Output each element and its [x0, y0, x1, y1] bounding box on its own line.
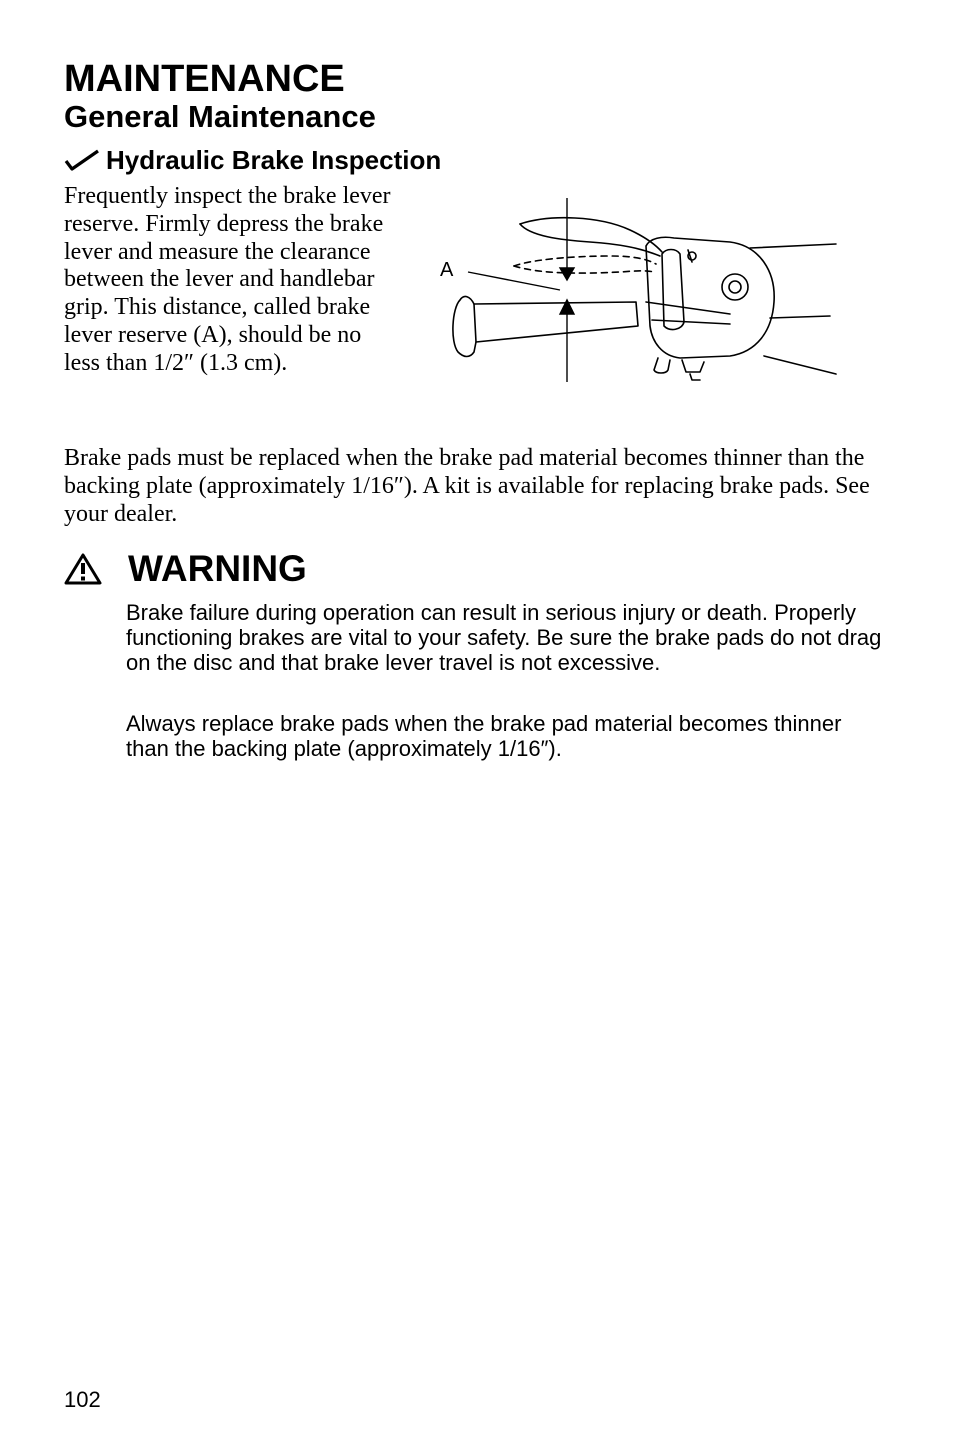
brake-lever-diagram — [430, 192, 850, 388]
page-number: 102 — [64, 1387, 101, 1412]
warning-paragraph-1: Brake failure during operation can result in serious injury or death. Properly functioning brakes are vital to your safety. Be sure the brake pads do not drag on the disc and that brake lever travel is not excessive. — [126, 600, 882, 676]
warning-heading: WARNING — [128, 548, 307, 589]
page-subtitle: General Maintenance — [64, 99, 376, 134]
warning-heading-row — [64, 546, 307, 592]
intro-paragraph: Frequently inspect the brake lever reserve. Firmly depress the brake lever and measure the clearance between the lever and handlebar grip. This distance, called brake lever reserve (A), should be no less than 1/2″ (1.3 cm). — [64, 183, 391, 376]
brake-lever-illustration — [430, 192, 850, 388]
label-a: A — [440, 259, 454, 281]
page-title: MAINTENANCE — [64, 58, 345, 100]
warning-triangle-icon — [64, 552, 102, 586]
section-heading: Hydraulic Brake Inspection — [106, 145, 442, 175]
checkmark-icon — [64, 149, 100, 171]
warning-paragraph-2: Always replace brake pads when the brake pad material becomes thinner than the backing plate (approximately 1/16″). — [126, 711, 842, 762]
section-heading-row — [64, 142, 441, 178]
brake-pads-paragraph: Brake pads must be replaced when the brake pad material becomes thinner than the backing plate (approximately 1/16″). A kit is available for replacing brake pads. See your dealer. — [64, 445, 870, 527]
